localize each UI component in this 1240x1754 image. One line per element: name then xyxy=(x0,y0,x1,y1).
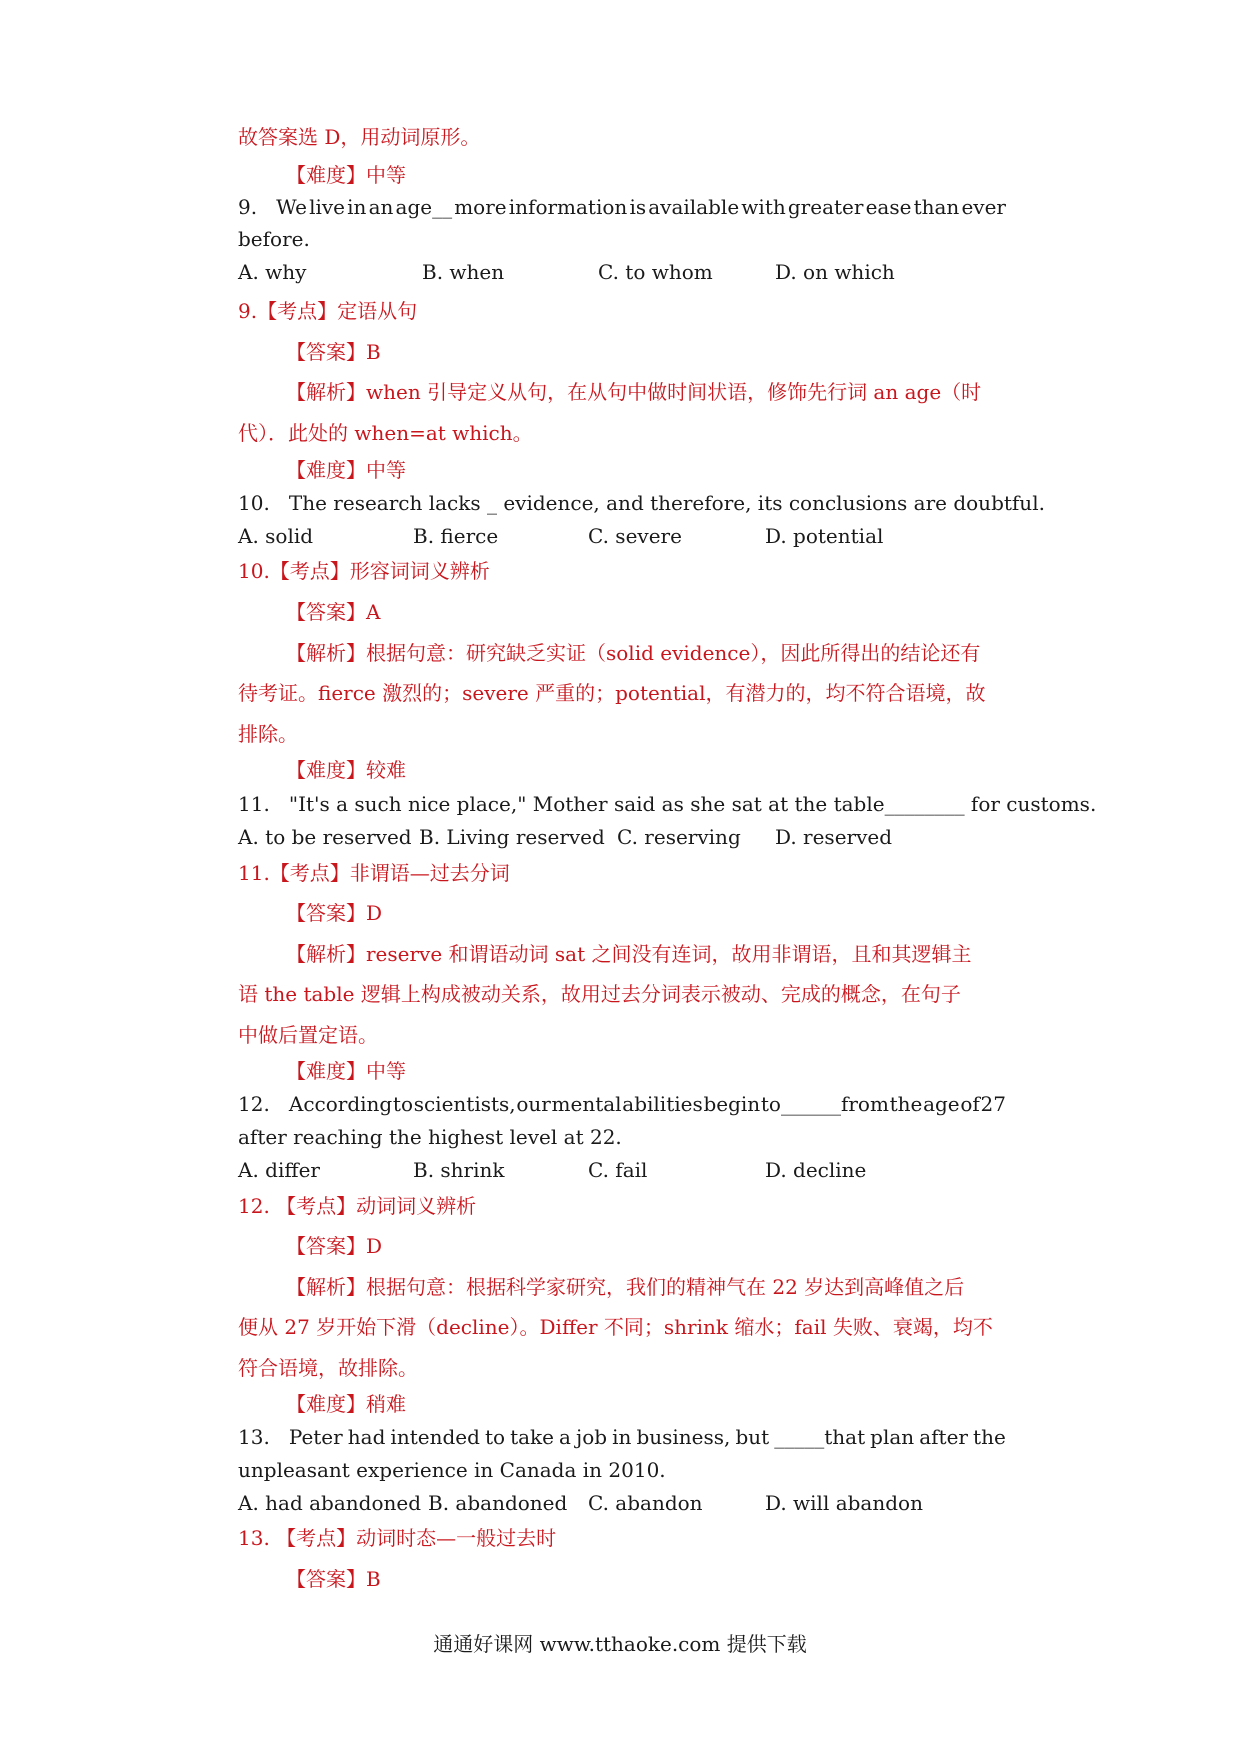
q10-option-d: D. potential xyxy=(765,524,884,548)
question-13-stem: 13. Peter had intended to take a job in business, but _____that plan after the xyxy=(238,1425,1006,1449)
q11-analysis-3: 中做后置定语。 xyxy=(238,1023,378,1047)
difficulty-label: 【难度】中等 xyxy=(286,163,406,187)
q9-option-d: D. on which xyxy=(775,260,895,284)
q13-option-c: C. abandon xyxy=(588,1491,703,1515)
q10-option-c: C. severe xyxy=(588,524,682,548)
q12-option-a: A. differ xyxy=(238,1158,320,1182)
q11-analysis-1: 【解析】reserve 和谓语动词 sat 之间没有连词，故用非谓语，且和其逻辑主 xyxy=(286,942,972,966)
q11-kaodian: 11.【考点】非谓语—过去分词 xyxy=(238,861,510,885)
q13-option-b: B. abandoned xyxy=(428,1491,568,1515)
question-9-stem-cont: before. xyxy=(238,227,310,251)
q12-option-c: C. fail xyxy=(588,1158,648,1182)
q11-option-b: B. Living reserved xyxy=(419,825,605,849)
q10-analysis-1: 【解析】根据句意：研究缺乏实证（solid evidence），因此所得出的结论还有 xyxy=(286,641,981,665)
answer-note: 故答案选 D，用动词原形。 xyxy=(238,125,481,149)
q10-difficulty: 【难度】较难 xyxy=(286,758,406,782)
q9-option-c: C. to whom xyxy=(598,260,713,284)
question-12-stem-cont: after reaching the highest level at 22. xyxy=(238,1125,622,1149)
q9-analysis-2: 代）．此处的 when=at which。 xyxy=(238,421,533,445)
q11-answer: 【答案】D xyxy=(286,901,383,925)
question-12-stem: 12. According to scientists, our mental abilities begin to______from the age of 27 xyxy=(238,1092,1006,1116)
q10-kaodian: 10.【考点】形容词词义辨析 xyxy=(238,559,490,583)
q12-kaodian: 12. 【考点】动词词义辨析 xyxy=(238,1194,477,1218)
q13-kaodian: 13. 【考点】动词时态—一般过去时 xyxy=(238,1526,557,1550)
q11-option-c: C. reserving xyxy=(617,825,741,849)
q12-analysis-2: 便从 27 岁开始下滑（decline）。Differ 不同；shrink 缩水；fail 失败、衰竭，均不 xyxy=(238,1315,993,1339)
q12-difficulty: 【难度】稍难 xyxy=(286,1392,406,1416)
q11-option-a: A. to be reserved xyxy=(238,825,412,849)
q10-option-b: B. fierce xyxy=(413,524,499,548)
q9-option-b: B. when xyxy=(422,260,505,284)
q12-option-b: B. shrink xyxy=(413,1158,505,1182)
q10-answer: 【答案】A xyxy=(286,600,381,624)
q10-analysis-2: 待考证。fierce 激烈的；severe 严重的；potential，有潜力的，均不符合语境，故 xyxy=(238,681,986,705)
page-footer: 通通好课网 www.tthaoke.com 提供下载 xyxy=(433,1632,807,1656)
q11-option-d: D. reserved xyxy=(775,825,893,849)
q12-analysis-3: 符合语境，故排除。 xyxy=(238,1356,418,1380)
q12-answer: 【答案】D xyxy=(286,1234,383,1258)
q13-option-a: A. had abandoned xyxy=(238,1491,422,1515)
q9-analysis-1: 【解析】when 引导定义从句，在从句中做时间状语，修饰先行词 an age（时 xyxy=(286,380,982,404)
q9-option-a: A. why xyxy=(238,260,307,284)
question-9-stem: 9. We live in an age__ more information is available with greater ease than ever xyxy=(238,195,1006,219)
q12-option-d: D. decline xyxy=(765,1158,867,1182)
q10-analysis-3: 排除。 xyxy=(238,722,298,746)
q9-kaodian: 9.【考点】定语从句 xyxy=(238,299,418,323)
q13-option-d: D. will abandon xyxy=(765,1491,923,1515)
question-13-stem-cont: unpleasant experience in Canada in 2010. xyxy=(238,1458,666,1482)
q9-answer: 【答案】B xyxy=(286,340,381,364)
q10-option-a: A. solid xyxy=(238,524,314,548)
q9-difficulty: 【难度】中等 xyxy=(286,458,406,482)
question-10-stem: 10. The research lacks _ evidence, and therefore, its conclusions are doubtful. xyxy=(238,491,1045,515)
question-11-stem: 11. "It's a such nice place," Mother said as she sat at the table________ for customs. xyxy=(238,792,1097,816)
q11-analysis-2: 语 the table 逻辑上构成被动关系，故用过去分词表示被动、完成的概念，在句子 xyxy=(238,982,961,1006)
q13-answer: 【答案】B xyxy=(286,1567,381,1591)
q11-difficulty: 【难度】中等 xyxy=(286,1059,406,1083)
q12-analysis-1: 【解析】根据句意：根据科学家研究，我们的精神气在 22 岁达到高峰值之后 xyxy=(286,1275,965,1299)
